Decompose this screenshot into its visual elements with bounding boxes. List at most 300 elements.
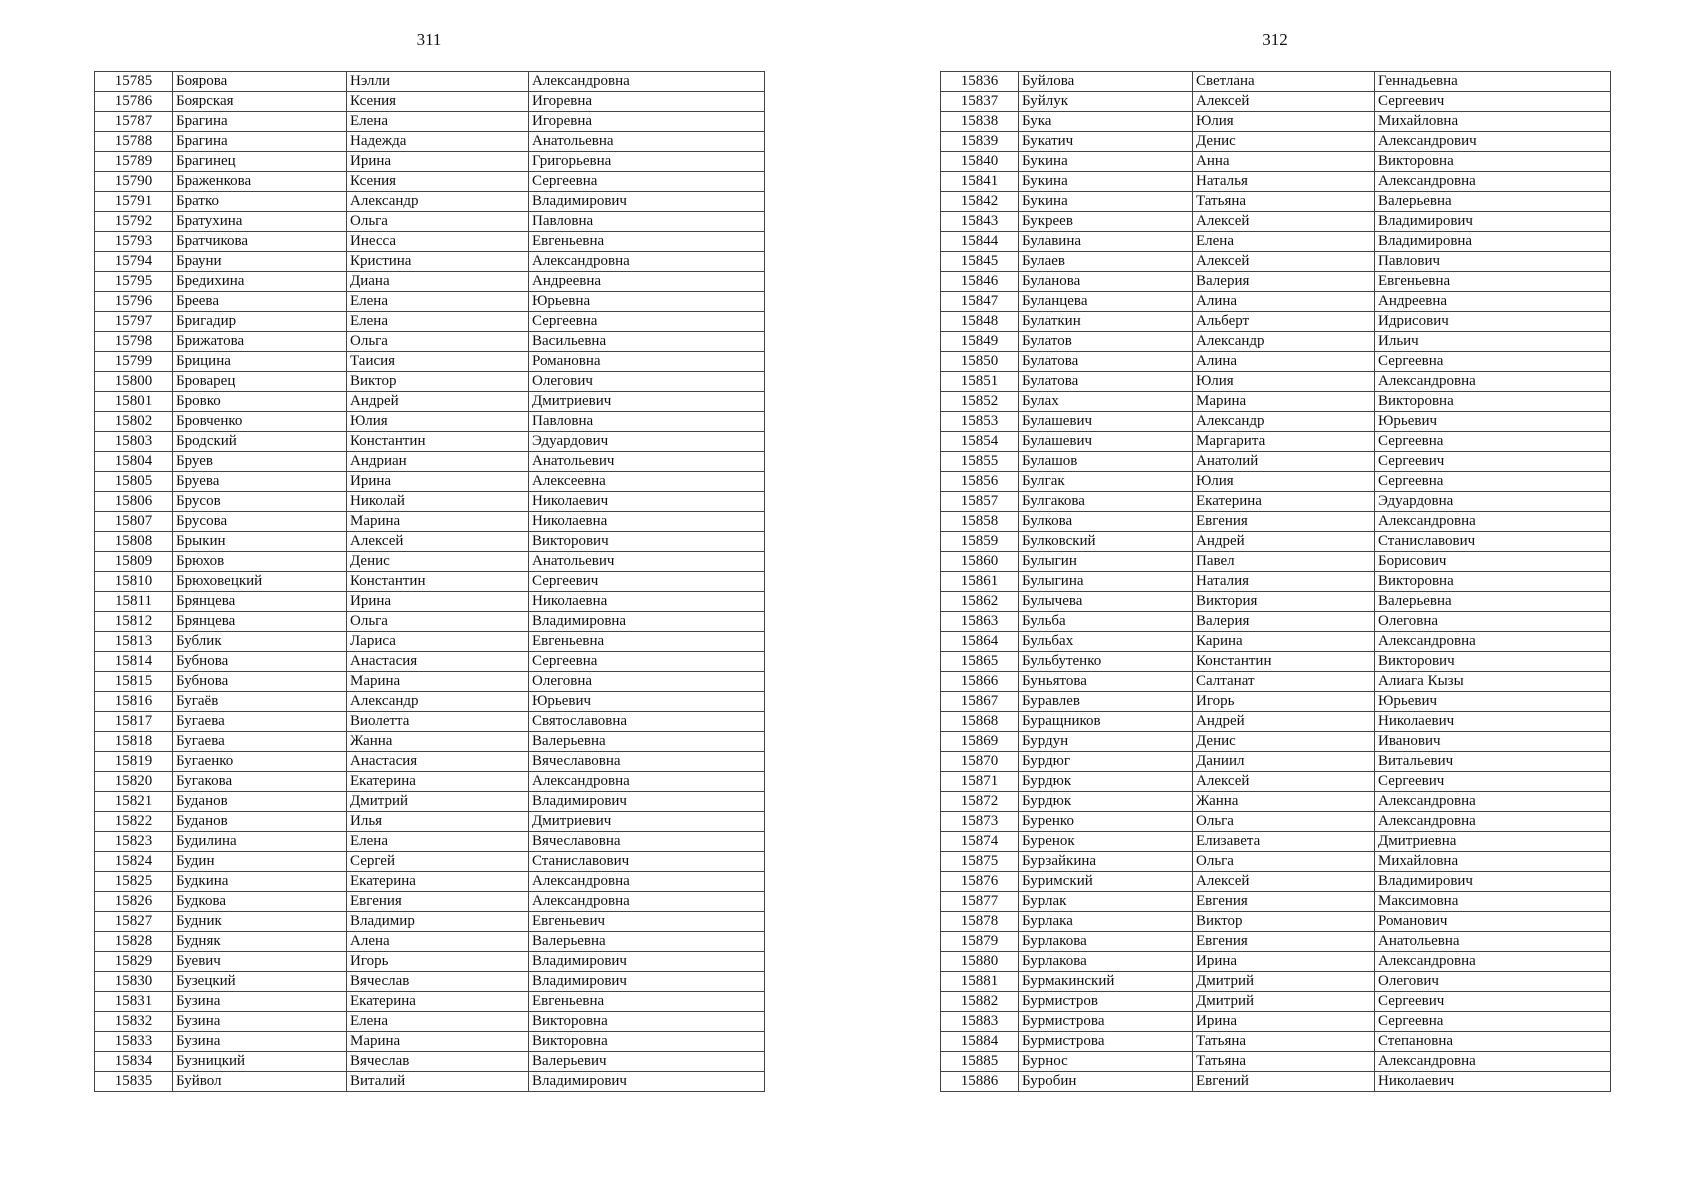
patronymic-cell: Дмитриевна	[1375, 832, 1611, 852]
patronymic-cell: Александровна	[1375, 512, 1611, 532]
record-number-cell: 15814	[95, 652, 173, 672]
record-number-cell: 15816	[95, 692, 173, 712]
patronymic-cell: Святославовна	[529, 712, 765, 732]
first-name-cell: Денис	[1193, 732, 1375, 752]
patronymic-cell: Николаевич	[1375, 1072, 1611, 1092]
patronymic-cell: Владимировна	[1375, 232, 1611, 252]
first-name-cell: Виктор	[1193, 912, 1375, 932]
first-name-cell: Евгения	[1193, 892, 1375, 912]
surname-cell: Булавина	[1019, 232, 1193, 252]
patronymic-cell: Дмитриевич	[529, 392, 765, 412]
surname-cell: Букреев	[1019, 212, 1193, 232]
patronymic-cell: Викторович	[1375, 652, 1611, 672]
surname-cell: Булах	[1019, 392, 1193, 412]
surname-cell: Буримский	[1019, 872, 1193, 892]
first-name-cell: Юлия	[347, 412, 529, 432]
surname-cell: Бугакова	[173, 772, 347, 792]
first-name-cell: Наталья	[1193, 172, 1375, 192]
patronymic-cell: Сергеевна	[529, 312, 765, 332]
surname-cell: Бурлакова	[1019, 952, 1193, 972]
surname-cell: Буробин	[1019, 1072, 1193, 1092]
first-name-cell: Елена	[1193, 232, 1375, 252]
first-name-cell: Константин	[347, 432, 529, 452]
patronymic-cell: Николаевич	[1375, 712, 1611, 732]
record-number-cell: 15874	[941, 832, 1019, 852]
record-number-cell: 15824	[95, 852, 173, 872]
record-number-cell: 15789	[95, 152, 173, 172]
table-row	[95, 932, 765, 952]
record-number-cell: 15862	[941, 592, 1019, 612]
first-name-cell: Владимир	[347, 912, 529, 932]
first-name-cell: Андрей	[1193, 532, 1375, 552]
patronymic-cell: Владимирович	[529, 952, 765, 972]
surname-cell: Бузина	[173, 1012, 347, 1032]
table-row	[941, 532, 1611, 552]
record-number-cell: 15790	[95, 172, 173, 192]
first-name-cell: Татьяна	[1193, 192, 1375, 212]
first-name-cell: Валерия	[1193, 612, 1375, 632]
record-number-cell: 15867	[941, 692, 1019, 712]
record-number-cell: 15871	[941, 772, 1019, 792]
table-row	[941, 852, 1611, 872]
first-name-cell: Алексей	[1193, 252, 1375, 272]
patronymic-cell: Александровна	[1375, 632, 1611, 652]
record-number-cell: 15815	[95, 672, 173, 692]
table-row	[95, 212, 765, 232]
record-number-cell: 15864	[941, 632, 1019, 652]
first-name-cell: Алина	[1193, 292, 1375, 312]
patronymic-cell: Вячеславовна	[529, 752, 765, 772]
table-row	[941, 1072, 1611, 1092]
patronymic-cell: Александровна	[529, 872, 765, 892]
record-number-cell: 15811	[95, 592, 173, 612]
surname-cell: Брянцева	[173, 592, 347, 612]
record-number-cell: 15831	[95, 992, 173, 1012]
first-name-cell: Карина	[1193, 632, 1375, 652]
table-row	[941, 892, 1611, 912]
record-number-cell: 15842	[941, 192, 1019, 212]
surname-cell: Бузина	[173, 1032, 347, 1052]
patronymic-cell: Сергеевич	[529, 572, 765, 592]
patronymic-cell: Витальевич	[1375, 752, 1611, 772]
surname-cell: Булашов	[1019, 452, 1193, 472]
record-number-cell: 15866	[941, 672, 1019, 692]
table-row	[95, 972, 765, 992]
first-name-cell: Виктор	[347, 372, 529, 392]
first-name-cell: Анна	[1193, 152, 1375, 172]
first-name-cell: Александр	[1193, 412, 1375, 432]
surname-cell: Брижатова	[173, 332, 347, 352]
table-row	[95, 592, 765, 612]
table-row	[941, 132, 1611, 152]
first-name-cell: Елена	[347, 1012, 529, 1032]
patronymic-cell: Сергеевич	[1375, 92, 1611, 112]
patronymic-cell: Сергеевна	[529, 172, 765, 192]
patronymic-cell: Николаевна	[529, 512, 765, 532]
record-number-cell: 15812	[95, 612, 173, 632]
surname-cell: Бреева	[173, 292, 347, 312]
surname-cell: Бурлакова	[1019, 932, 1193, 952]
table-row	[95, 412, 765, 432]
table-row	[941, 332, 1611, 352]
table-row	[941, 172, 1611, 192]
surname-cell: Булыгин	[1019, 552, 1193, 572]
first-name-cell: Александр	[347, 192, 529, 212]
patronymic-cell: Сергеевич	[1375, 772, 1611, 792]
record-number-cell: 15865	[941, 652, 1019, 672]
patronymic-cell: Евгеньевна	[1375, 272, 1611, 292]
surname-cell: Бурнос	[1019, 1052, 1193, 1072]
patronymic-cell: Юрьевич	[1375, 412, 1611, 432]
record-number-cell: 15800	[95, 372, 173, 392]
patronymic-cell: Викторович	[529, 532, 765, 552]
surname-cell: Бурмистрова	[1019, 1012, 1193, 1032]
table-row	[95, 72, 765, 92]
first-name-cell: Ксения	[347, 172, 529, 192]
surname-cell: Булатов	[1019, 332, 1193, 352]
table-row	[941, 272, 1611, 292]
patronymic-cell: Михайловна	[1375, 112, 1611, 132]
table-row	[95, 852, 765, 872]
table-row	[941, 672, 1611, 692]
table-row	[95, 612, 765, 632]
record-number-cell: 15844	[941, 232, 1019, 252]
first-name-cell: Алексей	[1193, 772, 1375, 792]
record-number-cell: 15837	[941, 92, 1019, 112]
surname-cell: Бульбутенко	[1019, 652, 1193, 672]
record-number-cell: 15858	[941, 512, 1019, 532]
surname-cell: Бурдюк	[1019, 772, 1193, 792]
patronymic-cell: Юрьевич	[529, 692, 765, 712]
record-number-cell: 15799	[95, 352, 173, 372]
record-number-cell: 15856	[941, 472, 1019, 492]
table-row	[95, 732, 765, 752]
first-name-cell: Диана	[347, 272, 529, 292]
first-name-cell: Николай	[347, 492, 529, 512]
first-name-cell: Юлия	[1193, 472, 1375, 492]
surname-cell: Братко	[173, 192, 347, 212]
table-row	[95, 112, 765, 132]
first-name-cell: Александр	[1193, 332, 1375, 352]
record-number-cell: 15859	[941, 532, 1019, 552]
record-number-cell: 15873	[941, 812, 1019, 832]
patronymic-cell: Викторовна	[529, 1012, 765, 1032]
record-number-cell: 15791	[95, 192, 173, 212]
surname-cell: Брагинец	[173, 152, 347, 172]
first-name-cell: Алина	[1193, 352, 1375, 372]
record-number-cell: 15807	[95, 512, 173, 532]
surname-cell: Бродский	[173, 432, 347, 452]
patronymic-cell: Юрьевна	[529, 292, 765, 312]
first-name-cell: Екатерина	[347, 992, 529, 1012]
patronymic-cell: Николаевич	[529, 492, 765, 512]
table-row	[95, 252, 765, 272]
table-row	[95, 812, 765, 832]
surname-cell: Бурмакинский	[1019, 972, 1193, 992]
table-row	[95, 492, 765, 512]
record-number-cell: 15798	[95, 332, 173, 352]
table-row	[941, 912, 1611, 932]
first-name-cell: Ирина	[347, 472, 529, 492]
first-name-cell: Вячеслав	[347, 972, 529, 992]
table-row	[95, 472, 765, 492]
record-number-cell: 15818	[95, 732, 173, 752]
patronymic-cell: Максимовна	[1375, 892, 1611, 912]
first-name-cell: Илья	[347, 812, 529, 832]
patronymic-cell: Сергеевна	[529, 652, 765, 672]
record-number-cell: 15843	[941, 212, 1019, 232]
table-row	[941, 632, 1611, 652]
patronymic-cell: Евгеньевич	[529, 912, 765, 932]
patronymic-cell: Владимирович	[1375, 872, 1611, 892]
first-name-cell: Анатолий	[1193, 452, 1375, 472]
patronymic-cell: Станиславович	[529, 852, 765, 872]
patronymic-cell: Станиславович	[1375, 532, 1611, 552]
record-number-cell: 15808	[95, 532, 173, 552]
table-row	[941, 552, 1611, 572]
first-name-cell: Юлия	[1193, 112, 1375, 132]
record-number-cell: 15794	[95, 252, 173, 272]
table-row	[941, 1012, 1611, 1032]
surname-cell: Бурдюк	[1019, 792, 1193, 812]
patronymic-cell: Валерьевич	[529, 1052, 765, 1072]
first-name-cell: Виталий	[347, 1072, 529, 1092]
surname-cell: Броварец	[173, 372, 347, 392]
patronymic-cell: Алиага Кызы	[1375, 672, 1611, 692]
patronymic-cell: Владимирович	[529, 1072, 765, 1092]
table-row	[941, 932, 1611, 952]
record-number-cell: 15878	[941, 912, 1019, 932]
table-row	[941, 492, 1611, 512]
table-row	[941, 252, 1611, 272]
patronymic-cell: Анатольевич	[529, 552, 765, 572]
surname-cell: Бредихина	[173, 272, 347, 292]
patronymic-cell: Валерьевна	[529, 732, 765, 752]
table-row	[95, 312, 765, 332]
record-number-cell: 15883	[941, 1012, 1019, 1032]
patronymic-cell: Олеговна	[1375, 612, 1611, 632]
patronymic-cell: Валерьевна	[529, 932, 765, 952]
surname-cell: Будкина	[173, 872, 347, 892]
roster-table-body	[941, 72, 1611, 1092]
surname-cell: Булкова	[1019, 512, 1193, 532]
record-number-cell: 15851	[941, 372, 1019, 392]
record-number-cell: 15857	[941, 492, 1019, 512]
table-row	[941, 832, 1611, 852]
record-number-cell: 15788	[95, 132, 173, 152]
surname-cell: Бульбах	[1019, 632, 1193, 652]
surname-cell: Букина	[1019, 172, 1193, 192]
first-name-cell: Светлана	[1193, 72, 1375, 92]
first-name-cell: Ирина	[1193, 952, 1375, 972]
patronymic-cell: Алексеевна	[529, 472, 765, 492]
patronymic-cell: Сергеевна	[1375, 472, 1611, 492]
first-name-cell: Константин	[347, 572, 529, 592]
patronymic-cell: Анатольевна	[1375, 932, 1611, 952]
patronymic-cell: Викторовна	[1375, 152, 1611, 172]
patronymic-cell: Павлович	[1375, 252, 1611, 272]
first-name-cell: Елизавета	[1193, 832, 1375, 852]
record-number-cell: 15884	[941, 1032, 1019, 1052]
surname-cell: Буренок	[1019, 832, 1193, 852]
surname-cell: Букина	[1019, 192, 1193, 212]
patronymic-cell: Григорьевна	[529, 152, 765, 172]
table-row	[941, 232, 1611, 252]
first-name-cell: Кристина	[347, 252, 529, 272]
surname-cell: Булаев	[1019, 252, 1193, 272]
record-number-cell: 15868	[941, 712, 1019, 732]
table-row	[95, 692, 765, 712]
first-name-cell: Таисия	[347, 352, 529, 372]
surname-cell: Брюхов	[173, 552, 347, 572]
patronymic-cell: Вячеславовна	[529, 832, 765, 852]
table-row	[95, 652, 765, 672]
first-name-cell: Ирина	[347, 152, 529, 172]
first-name-cell: Елена	[347, 112, 529, 132]
table-row	[95, 632, 765, 652]
surname-cell: Бровко	[173, 392, 347, 412]
first-name-cell: Игорь	[1193, 692, 1375, 712]
table-row	[941, 192, 1611, 212]
table-row	[941, 212, 1611, 232]
surname-cell: Букатич	[1019, 132, 1193, 152]
surname-cell: Брицина	[173, 352, 347, 372]
surname-cell: Бригадир	[173, 312, 347, 332]
first-name-cell: Виолетта	[347, 712, 529, 732]
table-row	[95, 292, 765, 312]
record-number-cell: 15876	[941, 872, 1019, 892]
table-row	[95, 532, 765, 552]
first-name-cell: Инесса	[347, 232, 529, 252]
first-name-cell: Елена	[347, 312, 529, 332]
patronymic-cell: Валерьевна	[1375, 192, 1611, 212]
patronymic-cell: Анатольевна	[529, 132, 765, 152]
surname-cell: Бузина	[173, 992, 347, 1012]
table-row	[95, 512, 765, 532]
record-number-cell: 15847	[941, 292, 1019, 312]
surname-cell: Брусова	[173, 512, 347, 532]
record-number-cell: 15787	[95, 112, 173, 132]
first-name-cell: Елена	[347, 832, 529, 852]
record-number-cell: 15823	[95, 832, 173, 852]
first-name-cell: Павел	[1193, 552, 1375, 572]
record-number-cell: 15838	[941, 112, 1019, 132]
surname-cell: Булгак	[1019, 472, 1193, 492]
record-number-cell: 15822	[95, 812, 173, 832]
patronymic-cell: Владимирович	[529, 192, 765, 212]
patronymic-cell: Александровна	[1375, 1052, 1611, 1072]
table-row	[95, 792, 765, 812]
table-row	[95, 1052, 765, 1072]
table-row	[941, 772, 1611, 792]
record-number-cell: 15863	[941, 612, 1019, 632]
surname-cell: Буевич	[173, 952, 347, 972]
table-row	[95, 992, 765, 1012]
surname-cell: Бугаева	[173, 732, 347, 752]
first-name-cell: Алексей	[1193, 872, 1375, 892]
surname-cell: Бубнова	[173, 652, 347, 672]
patronymic-cell: Владимировна	[529, 612, 765, 632]
surname-cell: Бубнова	[173, 672, 347, 692]
record-number-cell: 15885	[941, 1052, 1019, 1072]
patronymic-cell: Идрисович	[1375, 312, 1611, 332]
record-number-cell: 15872	[941, 792, 1019, 812]
first-name-cell: Денис	[1193, 132, 1375, 152]
surname-cell: Брянцева	[173, 612, 347, 632]
record-number-cell: 15861	[941, 572, 1019, 592]
patronymic-cell: Валерьевна	[1375, 592, 1611, 612]
table-row	[941, 712, 1611, 732]
first-name-cell: Евгения	[347, 892, 529, 912]
first-name-cell: Ольга	[1193, 812, 1375, 832]
surname-cell: Бурзайкина	[1019, 852, 1193, 872]
surname-cell: Буренко	[1019, 812, 1193, 832]
table-row	[95, 552, 765, 572]
patronymic-cell: Романовна	[529, 352, 765, 372]
table-row	[95, 452, 765, 472]
table-row	[95, 712, 765, 732]
first-name-cell: Евгений	[1193, 1072, 1375, 1092]
surname-cell: Бузецкий	[173, 972, 347, 992]
table-row	[95, 952, 765, 972]
record-number-cell: 15809	[95, 552, 173, 572]
record-number-cell: 15797	[95, 312, 173, 332]
surname-cell: Буланова	[1019, 272, 1193, 292]
first-name-cell: Екатерина	[347, 872, 529, 892]
patronymic-cell: Викторовна	[1375, 572, 1611, 592]
surname-cell: Буйлова	[1019, 72, 1193, 92]
surname-cell: Будилина	[173, 832, 347, 852]
record-number-cell: 15840	[941, 152, 1019, 172]
first-name-cell: Евгения	[1193, 512, 1375, 532]
first-name-cell: Дмитрий	[1193, 992, 1375, 1012]
table-row	[941, 292, 1611, 312]
table-row	[941, 372, 1611, 392]
table-row	[941, 692, 1611, 712]
record-number-cell: 15830	[95, 972, 173, 992]
record-number-cell: 15819	[95, 752, 173, 772]
table-row	[941, 952, 1611, 972]
patronymic-cell: Михайловна	[1375, 852, 1611, 872]
first-name-cell: Алексей	[347, 532, 529, 552]
table-row	[941, 152, 1611, 172]
patronymic-cell: Сергеевич	[1375, 992, 1611, 1012]
patronymic-cell: Эдуардович	[529, 432, 765, 452]
table-row	[941, 1032, 1611, 1052]
record-number-cell: 15834	[95, 1052, 173, 1072]
first-name-cell: Виктория	[1193, 592, 1375, 612]
table-row	[95, 892, 765, 912]
surname-cell: Брыкин	[173, 532, 347, 552]
record-number-cell: 15854	[941, 432, 1019, 452]
record-number-cell: 15875	[941, 852, 1019, 872]
first-name-cell: Марина	[347, 512, 529, 532]
first-name-cell: Татьяна	[1193, 1052, 1375, 1072]
table-row	[95, 332, 765, 352]
patronymic-cell: Владимирович	[529, 972, 765, 992]
first-name-cell: Татьяна	[1193, 1032, 1375, 1052]
patronymic-cell: Андреевна	[529, 272, 765, 292]
table-row	[941, 1052, 1611, 1072]
record-number-cell: 15879	[941, 932, 1019, 952]
table-row	[941, 652, 1611, 672]
record-number-cell: 15855	[941, 452, 1019, 472]
record-number-cell: 15849	[941, 332, 1019, 352]
record-number-cell: 15802	[95, 412, 173, 432]
patronymic-cell: Александровна	[529, 892, 765, 912]
record-number-cell: 15877	[941, 892, 1019, 912]
table-row	[95, 132, 765, 152]
